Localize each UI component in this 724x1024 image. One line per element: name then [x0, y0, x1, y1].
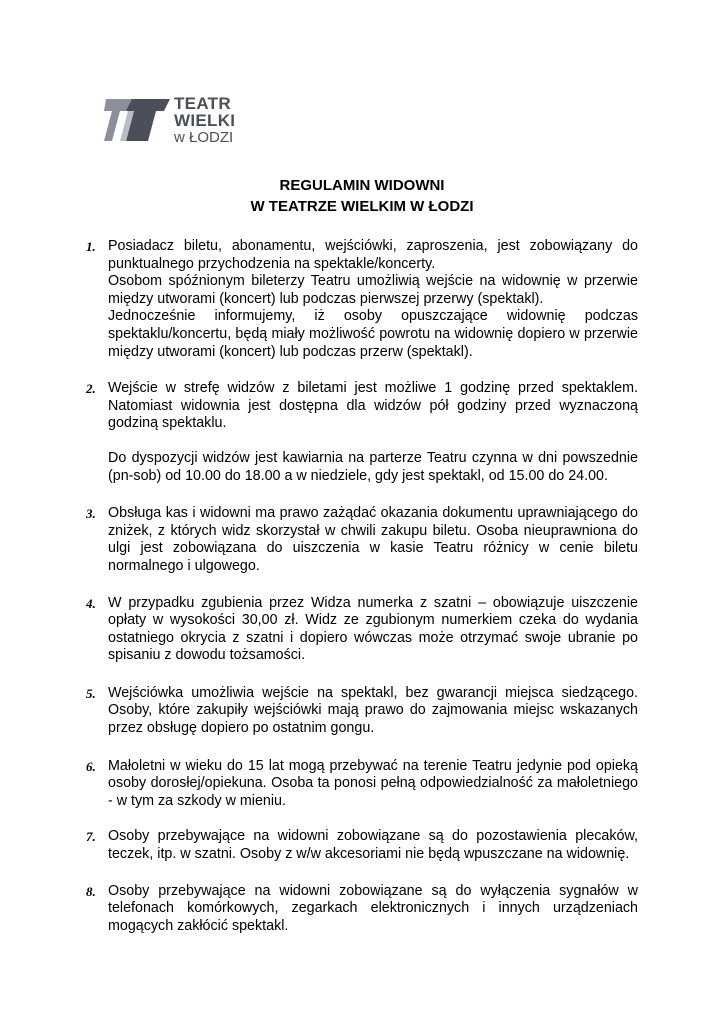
rule-number: 2. [86, 381, 96, 397]
rule-paragraph: Osoby przebywające na widowni zobowiązane są do wyłączenia sygnałów w telefonach komórkowych, zegarkach elektronicznych i innych urządzeniach mogących zakłócić spektakl. [108, 882, 638, 934]
rule-item [86, 685, 638, 738]
rule-number: 7. [86, 829, 96, 845]
rules-list [86, 238, 638, 935]
rule-paragraph: Małoletni w wieku do 15 lat mogą przebywać na terenie Teatru jedynie pod opieką osoby dorosłej/opiekuna. Osoba ta ponosi pełną odpowiedzialność za małoletniego - w tym za szkody w mieniu. [108, 757, 638, 809]
logo-line-teatr: TEATR [174, 94, 231, 113]
rule-item [86, 828, 638, 863]
rule-item [86, 758, 638, 811]
logo-line-wielki: WIELKI [174, 111, 236, 130]
paragraph-gap [108, 433, 638, 450]
title-line-2: W TEATRZE WIELKIM W ŁODZI [250, 198, 474, 215]
rule-paragraph: Obsługa kas i widowni ma prawo zażądać okazania dokumentu uprawniającego do zniżek, z których widz skorzystał w chwili zakupu biletu. Osoba nieuprawniona do ulgi jest zobowiązana do uiszczenia w kasie Teatru różnicy w cenie biletu normalnego i ulgowego. [108, 505, 638, 574]
rule-number: 4. [86, 595, 96, 611]
rule-number: 3. [86, 506, 96, 522]
rule-paragraph: Wejściówka umożliwia wejście na spektakl, bez gwarancji miejsca siedzącego. Osoby, które zakupiły wejściówki mają prawo do zajmowania miejsc wskazanych przez obsługę dopiero po ostatnim gongu. [108, 684, 638, 737]
title-line-1: REGULAMIN WIDOWNI [279, 177, 445, 194]
rule-item [86, 238, 638, 361]
rule-paragraph: Wejście w strefę widzów z biletami jest możliwe 1 godzinę przed spektaklem. Natomiast widownia jest dostępna dla widzów pół godziny przed wyznaczoną godziną spektaklu. [108, 380, 638, 432]
rule-paragraph: Jednocześnie informujemy, iż osoby opuszczające widownię podczas spektaklu/koncertu, będą miały możliwość powrotu na widownię dopiero w przerwie między utworami (koncert) lub podczas przerw (spektakl). [108, 308, 638, 360]
logo-wordmark [174, 95, 235, 146]
theatre-logo-icon [104, 95, 172, 145]
rule-number: 1. [86, 239, 96, 254]
rule-number: 5. [86, 685, 96, 701]
rule-paragraph: Osobom spóźnionym bileterzy Teatru umożliwią wejście na widownię w przerwie między utworami (koncert) lub podczas pierwszej przerwy (spektakl). [108, 273, 638, 307]
logo-line-city: w ŁODZI [174, 129, 234, 146]
rule-item [86, 883, 638, 936]
rule-number: 6. [86, 758, 96, 774]
rule-item [86, 505, 638, 575]
theatre-logo [104, 95, 254, 149]
document-title [0, 175, 724, 217]
rule-item [86, 595, 638, 665]
rule-number: 8. [86, 883, 96, 899]
rule-paragraph: Do dyspozycji widzów jest kawiarnia na parterze Teatru czynna w dni powszednie (pn-sob) od 10.00 do 18.00 a w niedziele, gdy jest spektakl, od 15.00 do 24.00. [108, 449, 638, 484]
rule-item [86, 380, 638, 485]
rule-paragraph: Posiadacz biletu, abonamentu, wejściówki, zaproszenia, jest zobowiązany do punktualnego przychodzenia na spektakle/koncerty. [108, 238, 638, 272]
rule-paragraph: Osoby przebywające na widowni zobowiązane są do pozostawienia plecaków, teczek, itp. w szatni. Osoby z w/w akcesoriami nie będą wpuszczane na widownię. [108, 828, 638, 863]
rule-paragraph: W przypadku zgubienia przez Widza numerka z szatni – obowiązuje uiszczenie opłaty w wysokości 30,00 zł. Widz ze zgubionym numerkiem czeka do wydania ostatniego okrycia z szatni i dopiero wówczas może otrzymać swoje ubranie po spisaniu z dowodu tożsamości. [108, 594, 638, 664]
